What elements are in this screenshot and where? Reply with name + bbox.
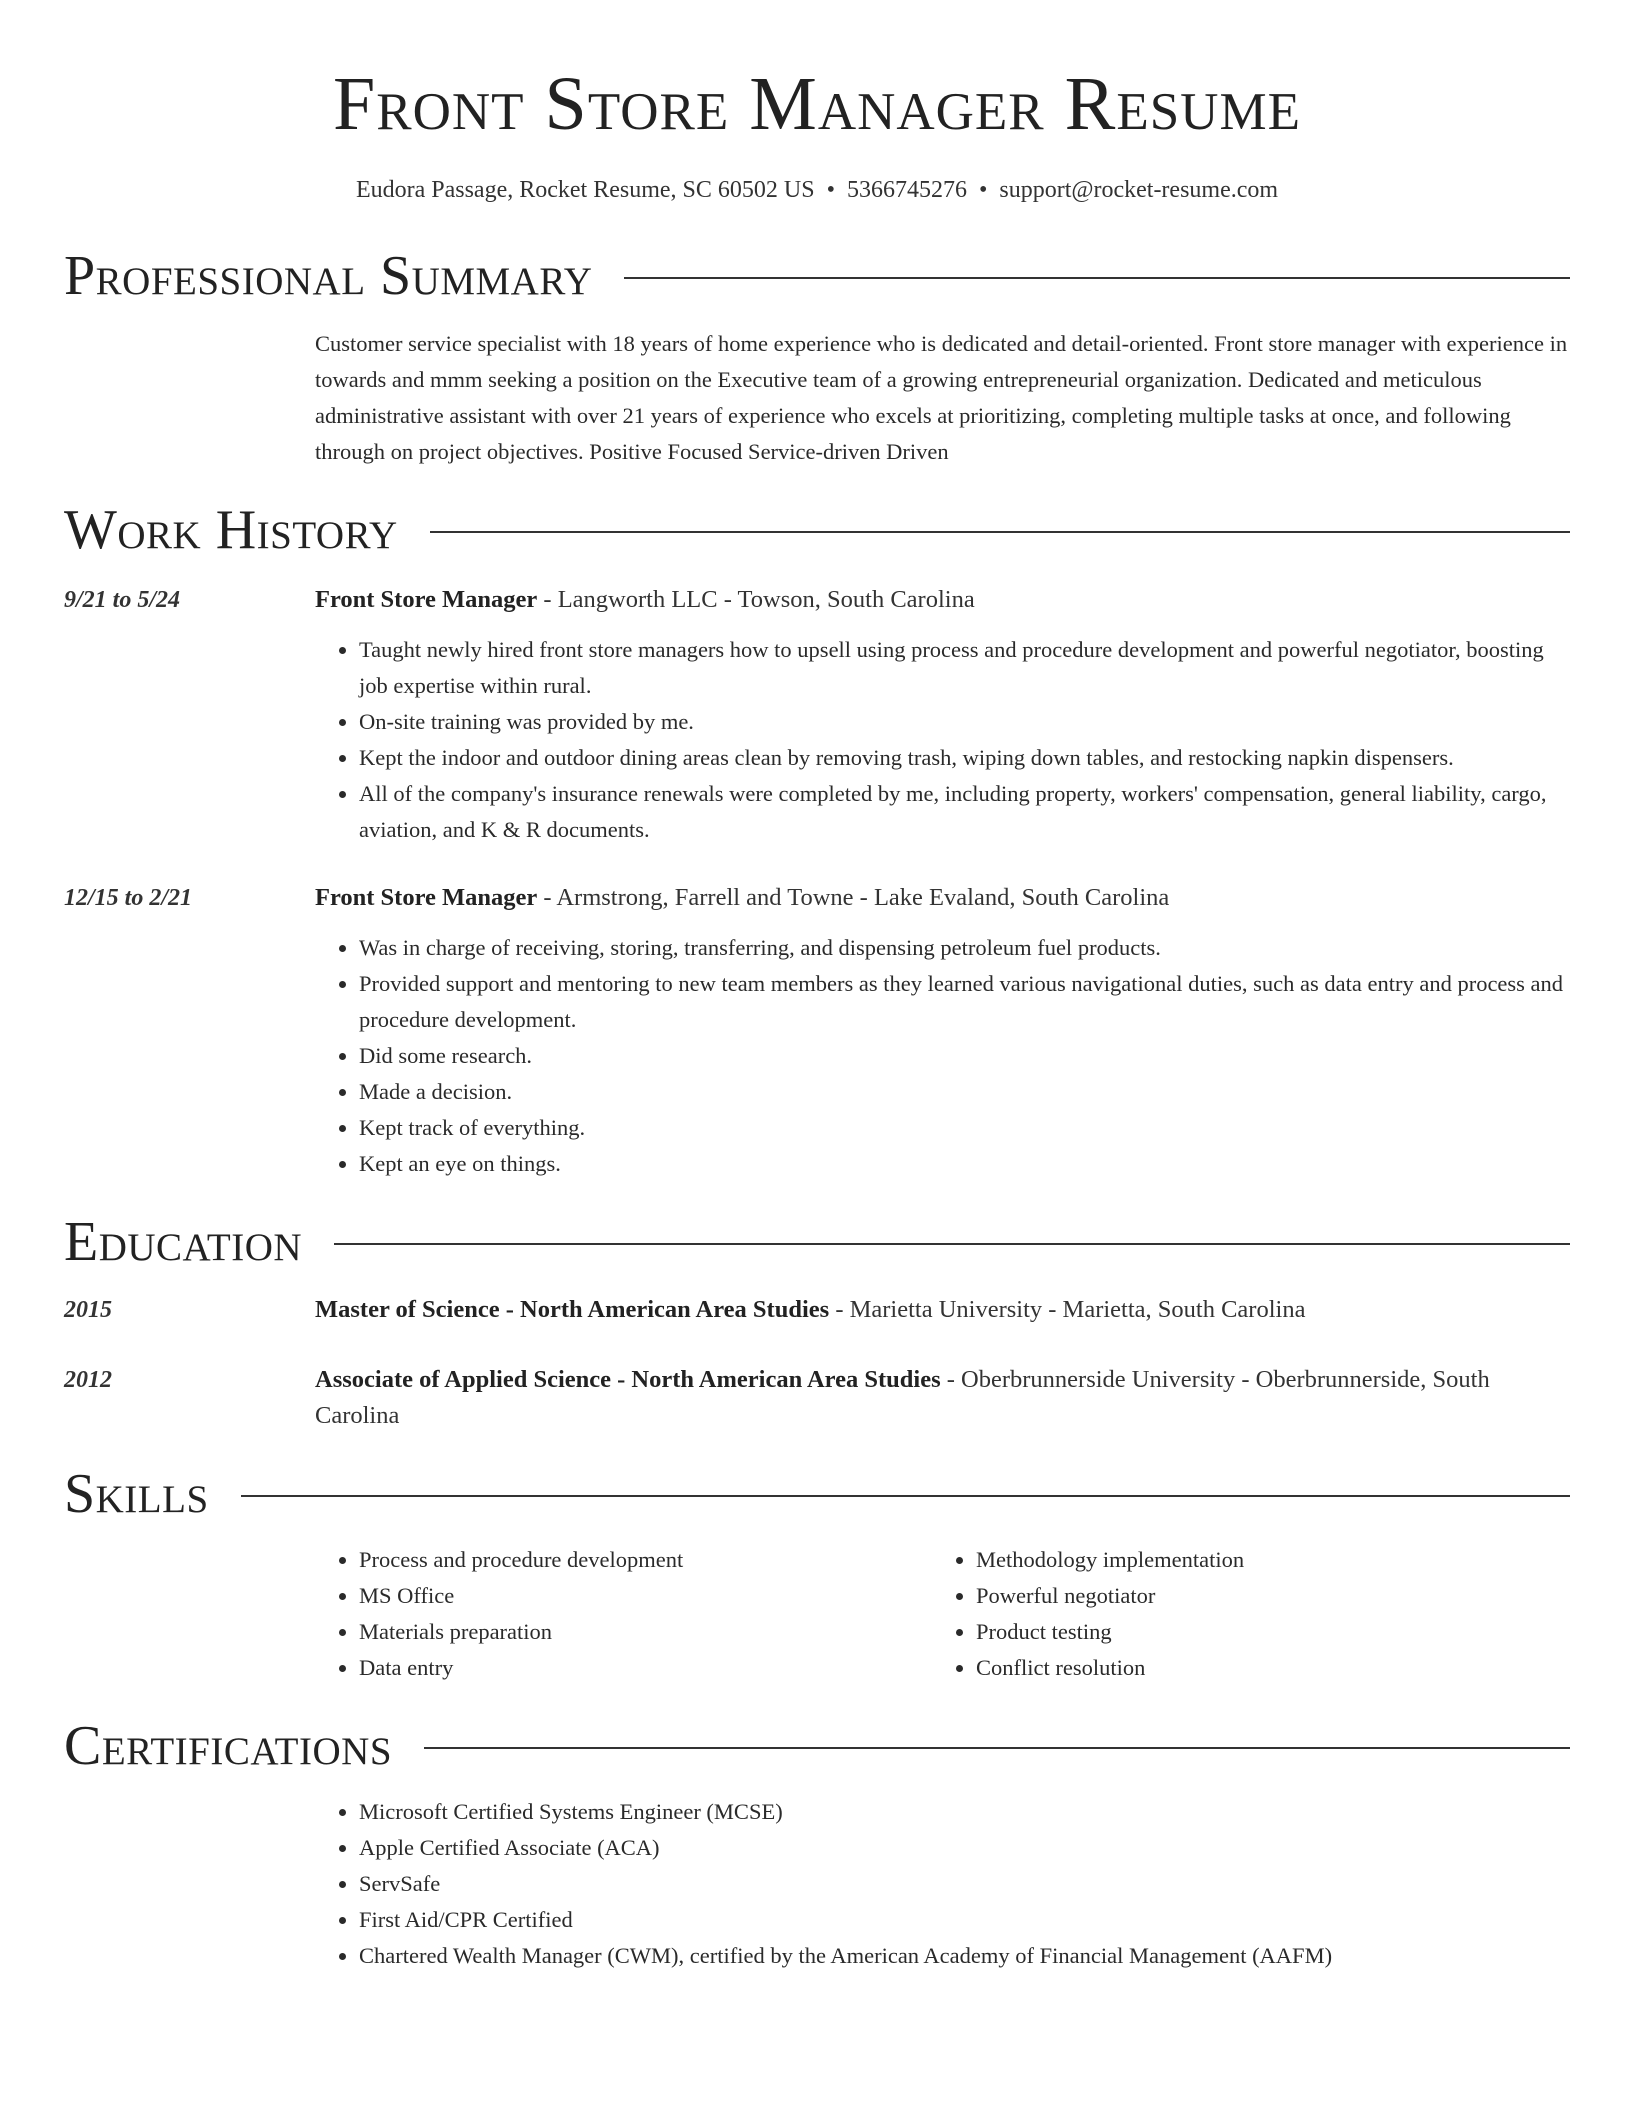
education-date: 2015 <box>64 1297 112 1323</box>
job-bullet: • Was in charge of receiving, storing, transferring, and dispensing petroleum fuel products. <box>359 930 1570 966</box>
section-divider <box>334 1243 1570 1245</box>
job-bullet: • All of the company's insurance renewals were completed by me, including property, workers' compensation, general liability, cargo, aviation, and K & R documents. <box>359 776 1570 848</box>
contact-phone: 5366745276 <box>846 177 967 203</box>
section-divider <box>430 531 1570 533</box>
section-divider <box>424 1747 1570 1749</box>
certifications-list <box>315 1794 1570 1974</box>
job-date: 9/21 to 5/24 <box>64 587 181 613</box>
section-divider <box>241 1495 1570 1497</box>
job-bullet: • Did some research. <box>359 1038 1570 1074</box>
job-role: Front Store Manager <box>315 586 538 613</box>
job-bullet: • Taught newly hired front store managers how to upsell using process and procedure development and powerful negotiator, boosting job expertise within rural. <box>359 632 1570 704</box>
section-title-summary: Professional Summary <box>64 245 593 307</box>
job-entry <box>64 582 1570 848</box>
resume-title: Front Store Manager Resume <box>333 62 1301 146</box>
certification-item: • Chartered Wealth Manager (CWM), certified by the American Academy of Financial Management (AAFM) <box>359 1938 1570 1974</box>
certification-item: • ServSafe <box>359 1866 1570 1902</box>
job-bullet: • Kept the indoor and outdoor dining areas clean by removing trash, wiping down tables, and restocking napkin dispensers. <box>359 740 1570 776</box>
contact-separator: • <box>978 177 988 203</box>
skill-item: • Powerful negotiator <box>976 1578 1549 1614</box>
education-entry <box>64 1292 1570 1328</box>
education-degree: Master of Science - North American Area Studies <box>315 1296 830 1323</box>
education-details: - Oberbrunnerside University - Oberbrunnerside, South Carolina <box>315 1366 1490 1429</box>
education-section-header <box>64 1212 1570 1272</box>
section-title-work: Work History <box>64 499 398 561</box>
job-headline <box>315 582 1570 618</box>
section-divider <box>624 277 1570 279</box>
skill-item: • Materials preparation <box>359 1614 932 1650</box>
summary-text: Customer service specialist with 18 years of home experience who is dedicated and detail-oriented. Front store manager with experience in towards and mmm seeking a position on the Executive team of a growing entrepreneurial organization. Dedicated and meticulous administrative assistant with over 21 years of experience who excels at prioritizing, completing multiple tasks at once, and following through on project objectives. Positive Focused Service-driven Driven <box>315 331 1568 464</box>
contact-line <box>64 174 1570 206</box>
resume-page <box>64 0 1570 1974</box>
certifications-section-header <box>64 1716 1570 1776</box>
skills-list <box>315 1542 1570 1686</box>
education-date: 2012 <box>64 1367 112 1393</box>
section-title-skills: Skills <box>64 1463 209 1525</box>
education-details: - Marietta University - Marietta, South Carolina <box>829 1296 1306 1323</box>
skill-item: • MS Office <box>359 1578 932 1614</box>
contact-email: support@rocket-resume.com <box>999 177 1279 203</box>
section-title-certifications: Certifications <box>64 1715 393 1777</box>
job-bullets <box>315 632 1570 848</box>
skills-column-left <box>315 1542 932 1686</box>
education-headline <box>315 1292 1570 1328</box>
skills-column-right <box>932 1542 1549 1686</box>
job-details: - Armstrong, Farrell and Towne - Lake Evaland, South Carolina <box>537 884 1170 911</box>
skill-item: • Data entry <box>359 1650 932 1686</box>
job-bullet: • Kept an eye on things. <box>359 1146 1570 1182</box>
skill-item: • Process and procedure development <box>359 1542 932 1578</box>
certification-item: • First Aid/CPR Certified <box>359 1902 1570 1938</box>
job-bullet: • On-site training was provided by me. <box>359 704 1570 740</box>
certifications-items <box>315 1794 1570 1974</box>
job-bullet: • Made a decision. <box>359 1074 1570 1110</box>
contact-address: Eudora Passage, Rocket Resume, SC 60502 US <box>355 177 815 203</box>
education-headline <box>315 1362 1570 1434</box>
job-entry <box>64 880 1570 1182</box>
job-role: Front Store Manager <box>315 884 538 911</box>
job-date: 12/15 to 2/21 <box>64 885 193 911</box>
education-degree: Associate of Applied Science - North American Area Studies <box>315 1366 941 1393</box>
job-headline <box>315 880 1570 916</box>
skill-item: • Conflict resolution <box>976 1650 1549 1686</box>
summary-section-header <box>64 246 1570 306</box>
job-bullet: • Kept track of everything. <box>359 1110 1570 1146</box>
job-bullet: • Provided support and mentoring to new team members as they learned various navigational duties, such as data entry and process and procedure development. <box>359 966 1570 1038</box>
job-bullets <box>315 930 1570 1182</box>
work-section-header <box>64 500 1570 560</box>
certification-item: • Apple Certified Associate (ACA) <box>359 1830 1570 1866</box>
job-details: - Langworth LLC - Towson, South Carolina <box>537 586 975 613</box>
education-entry <box>64 1362 1570 1434</box>
certification-item: • Microsoft Certified Systems Engineer (MCSE) <box>359 1794 1570 1830</box>
skill-item: • Methodology implementation <box>976 1542 1549 1578</box>
section-title-education: Education <box>64 1211 303 1273</box>
contact-separator: • <box>826 177 835 203</box>
skill-item: • Product testing <box>976 1614 1549 1650</box>
skills-section-header <box>64 1464 1570 1524</box>
